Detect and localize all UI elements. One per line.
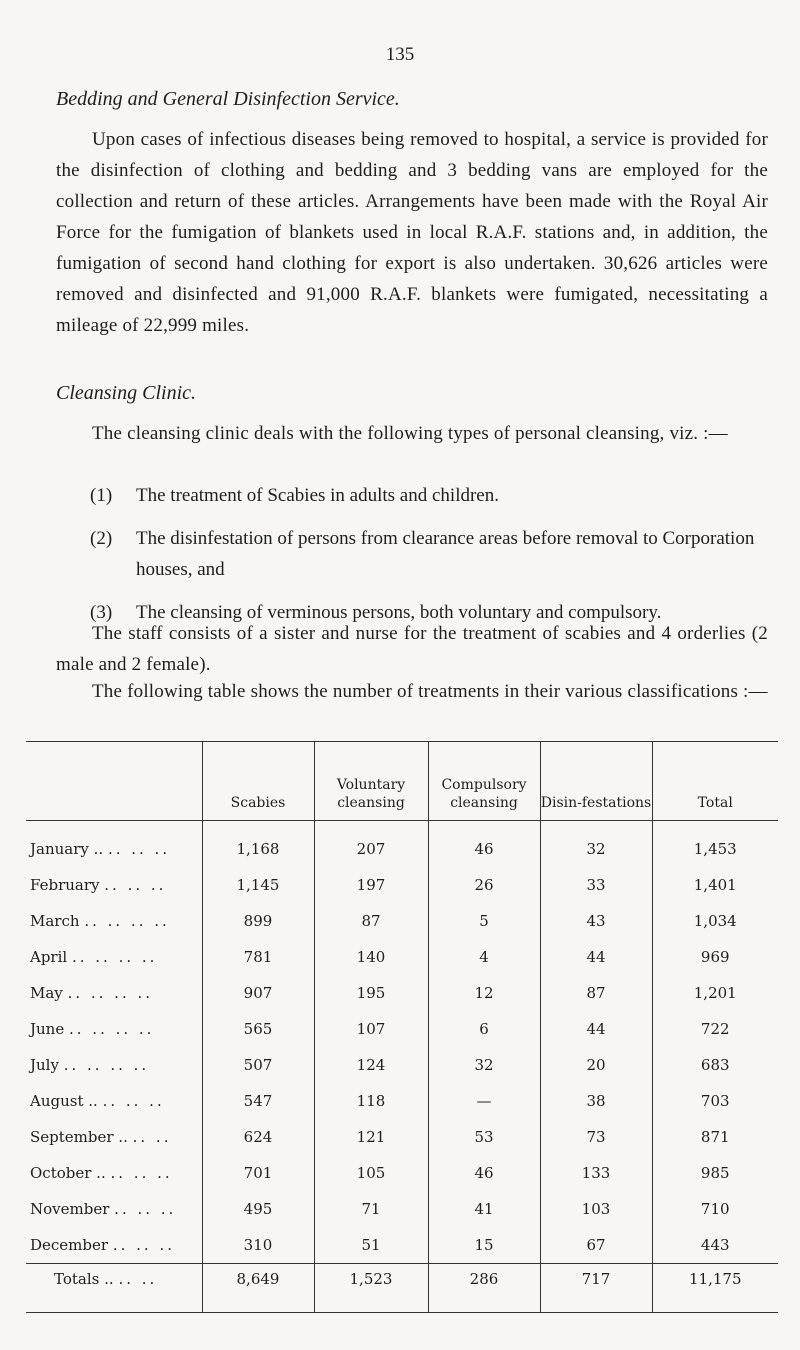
row-month-dots: .. .. .. .. xyxy=(84,912,170,930)
cleansing-intro-text: The cleansing clinic deals with the following types of personal cleansing, viz. :— xyxy=(92,423,728,444)
table-row xyxy=(26,1011,778,1047)
table-intro-paragraph xyxy=(56,676,768,707)
cell-voluntary: 195 xyxy=(314,975,428,1011)
cell-scabies: 1,168 xyxy=(202,821,314,868)
cell-scabies: 547 xyxy=(202,1083,314,1119)
table-row xyxy=(26,1119,778,1155)
bedding-paragraph xyxy=(56,124,768,341)
header-compulsory: Compulsory cleansing xyxy=(428,742,540,821)
cell-compulsory: 6 xyxy=(428,1011,540,1047)
cell-scabies: 495 xyxy=(202,1191,314,1227)
row-month-dots: .. .. .. xyxy=(112,1236,175,1254)
list-item xyxy=(90,480,770,511)
row-month-label: May xyxy=(30,984,63,1002)
table-row xyxy=(26,867,778,903)
header-month xyxy=(26,742,202,821)
cell-compulsory: 46 xyxy=(428,821,540,868)
row-month xyxy=(26,1119,202,1155)
cell-compulsory: 12 xyxy=(428,975,540,1011)
cell-voluntary: 71 xyxy=(314,1191,428,1227)
cell-scabies: 1,145 xyxy=(202,867,314,903)
table-row xyxy=(26,1047,778,1083)
cell-total: 969 xyxy=(652,939,778,975)
row-month-label: August .. xyxy=(30,1092,98,1110)
row-month-label: March xyxy=(30,912,80,930)
row-month-dots: .. .. .. .. xyxy=(71,948,158,966)
table-row xyxy=(26,1083,778,1119)
row-month xyxy=(26,975,202,1011)
cell-disinfestations: 38 xyxy=(540,1083,652,1119)
section-heading-bedding: Bedding and General Disinfection Service. xyxy=(56,88,400,110)
cell-scabies: 624 xyxy=(202,1119,314,1155)
totals-compulsory: 286 xyxy=(428,1264,540,1313)
list-item-text: The cleansing of verminous persons, both voluntary and compulsory. xyxy=(136,602,662,623)
cell-scabies: 701 xyxy=(202,1155,314,1191)
cell-total: 1,453 xyxy=(652,821,778,868)
cell-voluntary: 107 xyxy=(314,1011,428,1047)
cell-compulsory: 46 xyxy=(428,1155,540,1191)
row-month-dots: .. .. xyxy=(132,1128,172,1146)
row-month-label: November xyxy=(30,1200,110,1218)
totals-label-dots: .. .. xyxy=(118,1270,158,1288)
cell-scabies: 781 xyxy=(202,939,314,975)
cell-disinfestations: 44 xyxy=(540,939,652,975)
cell-disinfestations: 43 xyxy=(540,903,652,939)
list-item-text: The disinfestation of persons from clearance areas before removal to Corporation houses, and xyxy=(136,528,755,580)
cell-total: 1,034 xyxy=(652,903,778,939)
header-disinfestations: Disin-festations xyxy=(540,742,652,821)
cell-disinfestations: 32 xyxy=(540,821,652,868)
row-month xyxy=(26,939,202,975)
cell-disinfestations: 44 xyxy=(540,1011,652,1047)
table-row xyxy=(26,1191,778,1227)
cleansing-intro xyxy=(56,418,768,449)
list-item-number: (1) xyxy=(90,485,113,506)
cell-total: 1,401 xyxy=(652,867,778,903)
table-row xyxy=(26,939,778,975)
totals-total: 11,175 xyxy=(652,1264,778,1313)
row-month-dots: .. .. .. .. xyxy=(67,984,154,1002)
page-number: 135 xyxy=(385,44,415,65)
cell-scabies: 899 xyxy=(202,903,314,939)
cell-compulsory: — xyxy=(428,1083,540,1119)
list-item-number: (2) xyxy=(90,528,113,549)
row-month-dots: .. .. .. xyxy=(114,1200,177,1218)
row-month xyxy=(26,1191,202,1227)
staff-paragraph xyxy=(56,618,768,680)
totals-label xyxy=(26,1264,202,1313)
row-month xyxy=(26,1227,202,1264)
cell-voluntary: 124 xyxy=(314,1047,428,1083)
totals-voluntary: 1,523 xyxy=(314,1264,428,1313)
cell-voluntary: 207 xyxy=(314,821,428,868)
bedding-paragraph-text: Upon cases of infectious diseases being removed to hospital, a service is provided for the disinfection of clothing and bedding and 3 bedding vans are employed for the collection and return of these articles. Arrangements have been made with the Royal Air Force for the fumigation of blankets used in local R.A.F. stations and, in addition, the fumigation of second hand clothing for export is also undertaken. 30,626 articles were removed and disinfected and 91,000 R.A.F. blankets were fumigated, necessitating a mileage of 22,999 miles. xyxy=(56,129,768,336)
cell-voluntary: 105 xyxy=(314,1155,428,1191)
table-row xyxy=(26,821,778,868)
cell-disinfestations: 73 xyxy=(540,1119,652,1155)
cell-disinfestations: 67 xyxy=(540,1227,652,1264)
row-month xyxy=(26,1155,202,1191)
table-intro-text: The following table shows the number of treatments in their various classifications :— xyxy=(92,681,768,702)
list-item-number: (3) xyxy=(90,602,113,623)
cell-compulsory: 41 xyxy=(428,1191,540,1227)
cell-disinfestations: 33 xyxy=(540,867,652,903)
row-month-label: April xyxy=(30,948,68,966)
row-month-label: January .. xyxy=(30,840,104,858)
row-month-dots: .. .. .. xyxy=(104,876,167,894)
cell-voluntary: 87 xyxy=(314,903,428,939)
cell-scabies: 507 xyxy=(202,1047,314,1083)
list-item xyxy=(90,523,770,585)
cell-scabies: 565 xyxy=(202,1011,314,1047)
cell-scabies: 907 xyxy=(202,975,314,1011)
cell-compulsory: 15 xyxy=(428,1227,540,1264)
row-month xyxy=(26,1011,202,1047)
row-month-label: December xyxy=(30,1236,109,1254)
cell-total: 871 xyxy=(652,1119,778,1155)
cell-voluntary: 140 xyxy=(314,939,428,975)
row-month-dots: .. .. .. xyxy=(107,840,171,858)
table-row xyxy=(26,1227,778,1264)
row-month xyxy=(26,821,202,868)
row-month-label: July xyxy=(30,1056,59,1074)
header-total: Total xyxy=(652,742,778,821)
totals-scabies: 8,649 xyxy=(202,1264,314,1313)
cell-total: 710 xyxy=(652,1191,778,1227)
row-month xyxy=(26,1047,202,1083)
cell-total: 683 xyxy=(652,1047,778,1083)
table-body xyxy=(26,821,778,1264)
cell-total: 443 xyxy=(652,1227,778,1264)
row-month xyxy=(26,903,202,939)
cell-disinfestations: 103 xyxy=(540,1191,652,1227)
cell-compulsory: 5 xyxy=(428,903,540,939)
totals-label-text: Totals .. xyxy=(54,1270,114,1288)
row-month-label: February xyxy=(30,876,100,894)
table-header-row xyxy=(26,742,778,821)
cell-compulsory: 53 xyxy=(428,1119,540,1155)
cell-compulsory: 32 xyxy=(428,1047,540,1083)
totals-disinfestations: 717 xyxy=(540,1264,652,1313)
staff-paragraph-text: The staff consists of a sister and nurse for the treatment of scabies and 4 orderlies (2 male and 2 female). xyxy=(56,623,768,675)
header-voluntary: Voluntary cleansing xyxy=(314,742,428,821)
totals-row xyxy=(26,1264,778,1313)
list-item-text: The treatment of Scabies in adults and children. xyxy=(136,485,499,506)
cell-total: 1,201 xyxy=(652,975,778,1011)
cell-voluntary: 118 xyxy=(314,1083,428,1119)
cleansing-types-list xyxy=(90,480,770,640)
cell-compulsory: 4 xyxy=(428,939,540,975)
treatments-table xyxy=(26,741,778,1313)
cell-total: 985 xyxy=(652,1155,778,1191)
row-month xyxy=(26,1083,202,1119)
section-heading-cleansing-clinic: Cleansing Clinic. xyxy=(56,382,196,404)
cell-compulsory: 26 xyxy=(428,867,540,903)
row-month-dots: .. .. .. .. xyxy=(69,1020,155,1038)
cell-voluntary: 121 xyxy=(314,1119,428,1155)
cell-voluntary: 197 xyxy=(314,867,428,903)
table-row xyxy=(26,1155,778,1191)
header-scabies: Scabies xyxy=(202,742,314,821)
row-month-dots: .. .. .. .. xyxy=(63,1056,150,1074)
row-month-dots: .. .. .. xyxy=(110,1164,173,1182)
table-row xyxy=(26,903,778,939)
row-month-label: October .. xyxy=(30,1164,106,1182)
cell-voluntary: 51 xyxy=(314,1227,428,1264)
cell-total: 722 xyxy=(652,1011,778,1047)
cell-total: 703 xyxy=(652,1083,778,1119)
cell-disinfestations: 20 xyxy=(540,1047,652,1083)
cell-disinfestations: 133 xyxy=(540,1155,652,1191)
cell-disinfestations: 87 xyxy=(540,975,652,1011)
table-row xyxy=(26,975,778,1011)
cell-scabies: 310 xyxy=(202,1227,314,1264)
row-month xyxy=(26,867,202,903)
row-month-dots: .. .. .. xyxy=(102,1092,165,1110)
row-month-label: June xyxy=(30,1020,65,1038)
row-month-label: September .. xyxy=(30,1128,128,1146)
